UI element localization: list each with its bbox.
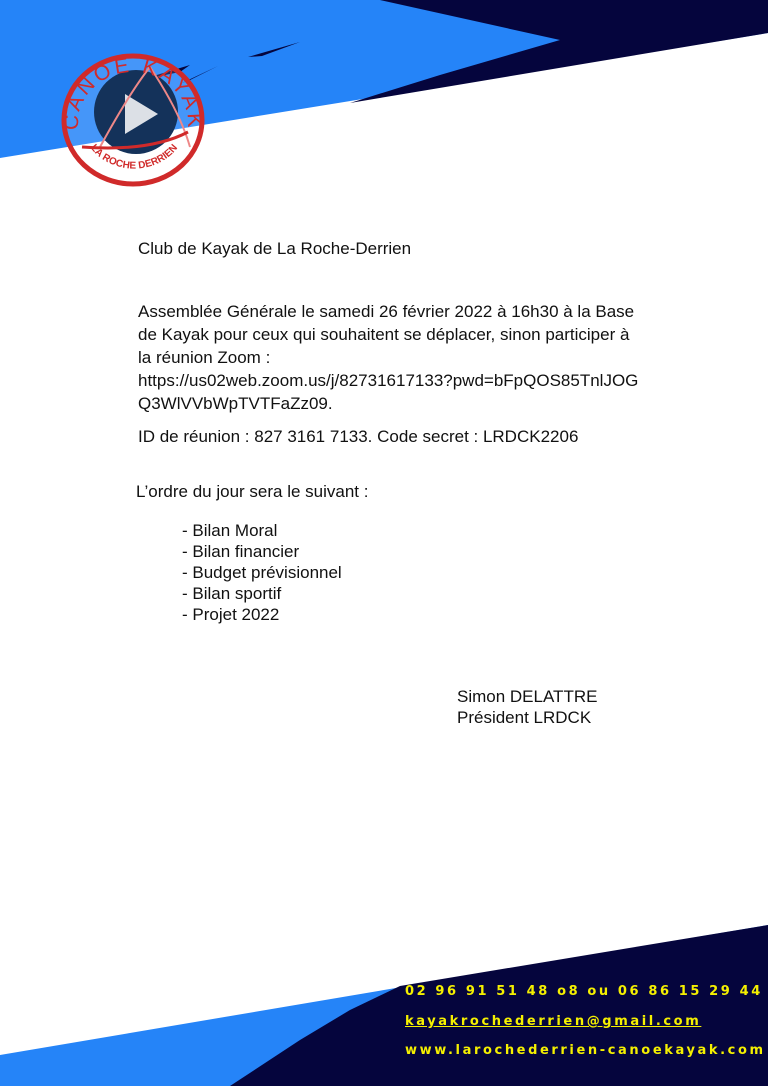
agenda-item: - Bilan sportif [182, 584, 282, 603]
agenda-item: - Projet 2022 [182, 605, 280, 624]
signature-name: Simon DELATTRE [457, 687, 598, 706]
footer-email[interactable]: kayakrochederrien@gmail.com [405, 1014, 702, 1029]
paragraph-line: la réunion Zoom : [138, 348, 271, 367]
paragraph-line: Assemblée Générale le samedi 26 février 2022 à 16h30 à la Base [138, 302, 635, 321]
agenda-item: - Budget prévisionnel [182, 563, 342, 582]
footer-phone: 02 96 91 51 48 o8 ou 06 86 15 29 44 [405, 984, 763, 999]
footer-website[interactable]: www.larochederrien-canoekayak.com [405, 1043, 766, 1058]
zoom-link-continued[interactable]: Q3WlVVbWpTVTFaZz09. [138, 394, 333, 413]
zoom-link[interactable]: https://us02web.zoom.us/j/82731617133?pwd=bFpQOS85TnlJOG [138, 371, 639, 390]
svg-text:LA ROCHE DERRIEN: LA ROCHE DERRIEN [88, 142, 180, 172]
agenda-intro: L’ordre du jour sera le suivant : [136, 482, 369, 501]
agenda-item: - Bilan Moral [182, 521, 278, 540]
svg-text:CANOE KAYAK: CANOE KAYAK [60, 53, 206, 131]
signature-title: Président LRDCK [457, 708, 592, 727]
paragraph-line: de Kayak pour ceux qui souhaitent se déplacer, sinon participer à [138, 325, 630, 344]
agenda-item: - Bilan financier [182, 542, 300, 561]
agenda-list [182, 520, 342, 625]
club-name: Club de Kayak de La Roche-Derrien [138, 239, 412, 258]
club-logo [60, 52, 206, 188]
meeting-id: ID de réunion : 827 3161 7133. Code secret : LRDCK2206 [138, 427, 579, 446]
